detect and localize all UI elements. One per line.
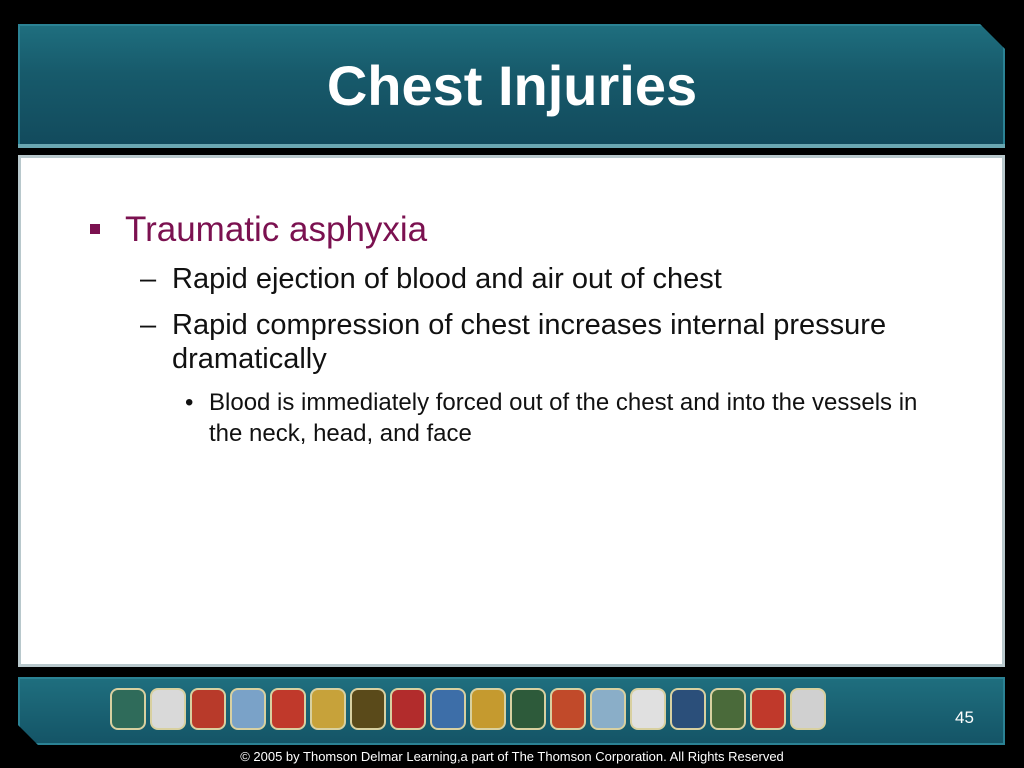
ems-patch-icon	[350, 688, 386, 730]
ems-patch-icon	[470, 688, 506, 730]
agency-patches	[110, 688, 826, 730]
ems-patch-icon	[430, 688, 466, 730]
dash-bullet: –	[140, 263, 157, 295]
ems-patch-icon	[230, 688, 266, 730]
bullet-level2-text: Rapid compression of chest increases internal pressure dramatically	[172, 309, 887, 375]
ems-patch-icon	[630, 688, 666, 730]
ems-patch-icon	[710, 688, 746, 730]
ems-patch-icon	[110, 688, 146, 730]
ems-patch-icon	[150, 688, 186, 730]
ems-patch-icon	[790, 688, 826, 730]
ems-patch-icon	[510, 688, 546, 730]
page-number: 45	[955, 708, 974, 727]
ems-patch-icon	[270, 688, 306, 730]
ems-patch-icon	[590, 688, 626, 730]
dot-bullet: •	[185, 389, 194, 416]
bullet-level3-text: Blood is immediately forced out of the chest and into the vessels in the neck, head, and face	[209, 389, 918, 447]
ems-patch-icon	[390, 688, 426, 730]
bullet-level2-text: Rapid ejection of blood and air out of chest	[172, 263, 722, 295]
ems-patch-icon	[750, 688, 786, 730]
ems-patch-icon	[670, 688, 706, 730]
square-bullet-icon	[90, 224, 100, 234]
bullet-level1-text: Traumatic asphyxia	[125, 210, 428, 249]
ems-patch-icon	[550, 688, 586, 730]
ems-patch-icon	[190, 688, 226, 730]
copyright-text: © 2005 by Thomson Delmar Learning,a part of The Thomson Corporation. All Rights Reserved	[240, 749, 784, 764]
slide-title: Chest Injuries	[326, 54, 698, 117]
dash-bullet: –	[140, 309, 157, 341]
ems-patch-icon	[310, 688, 346, 730]
